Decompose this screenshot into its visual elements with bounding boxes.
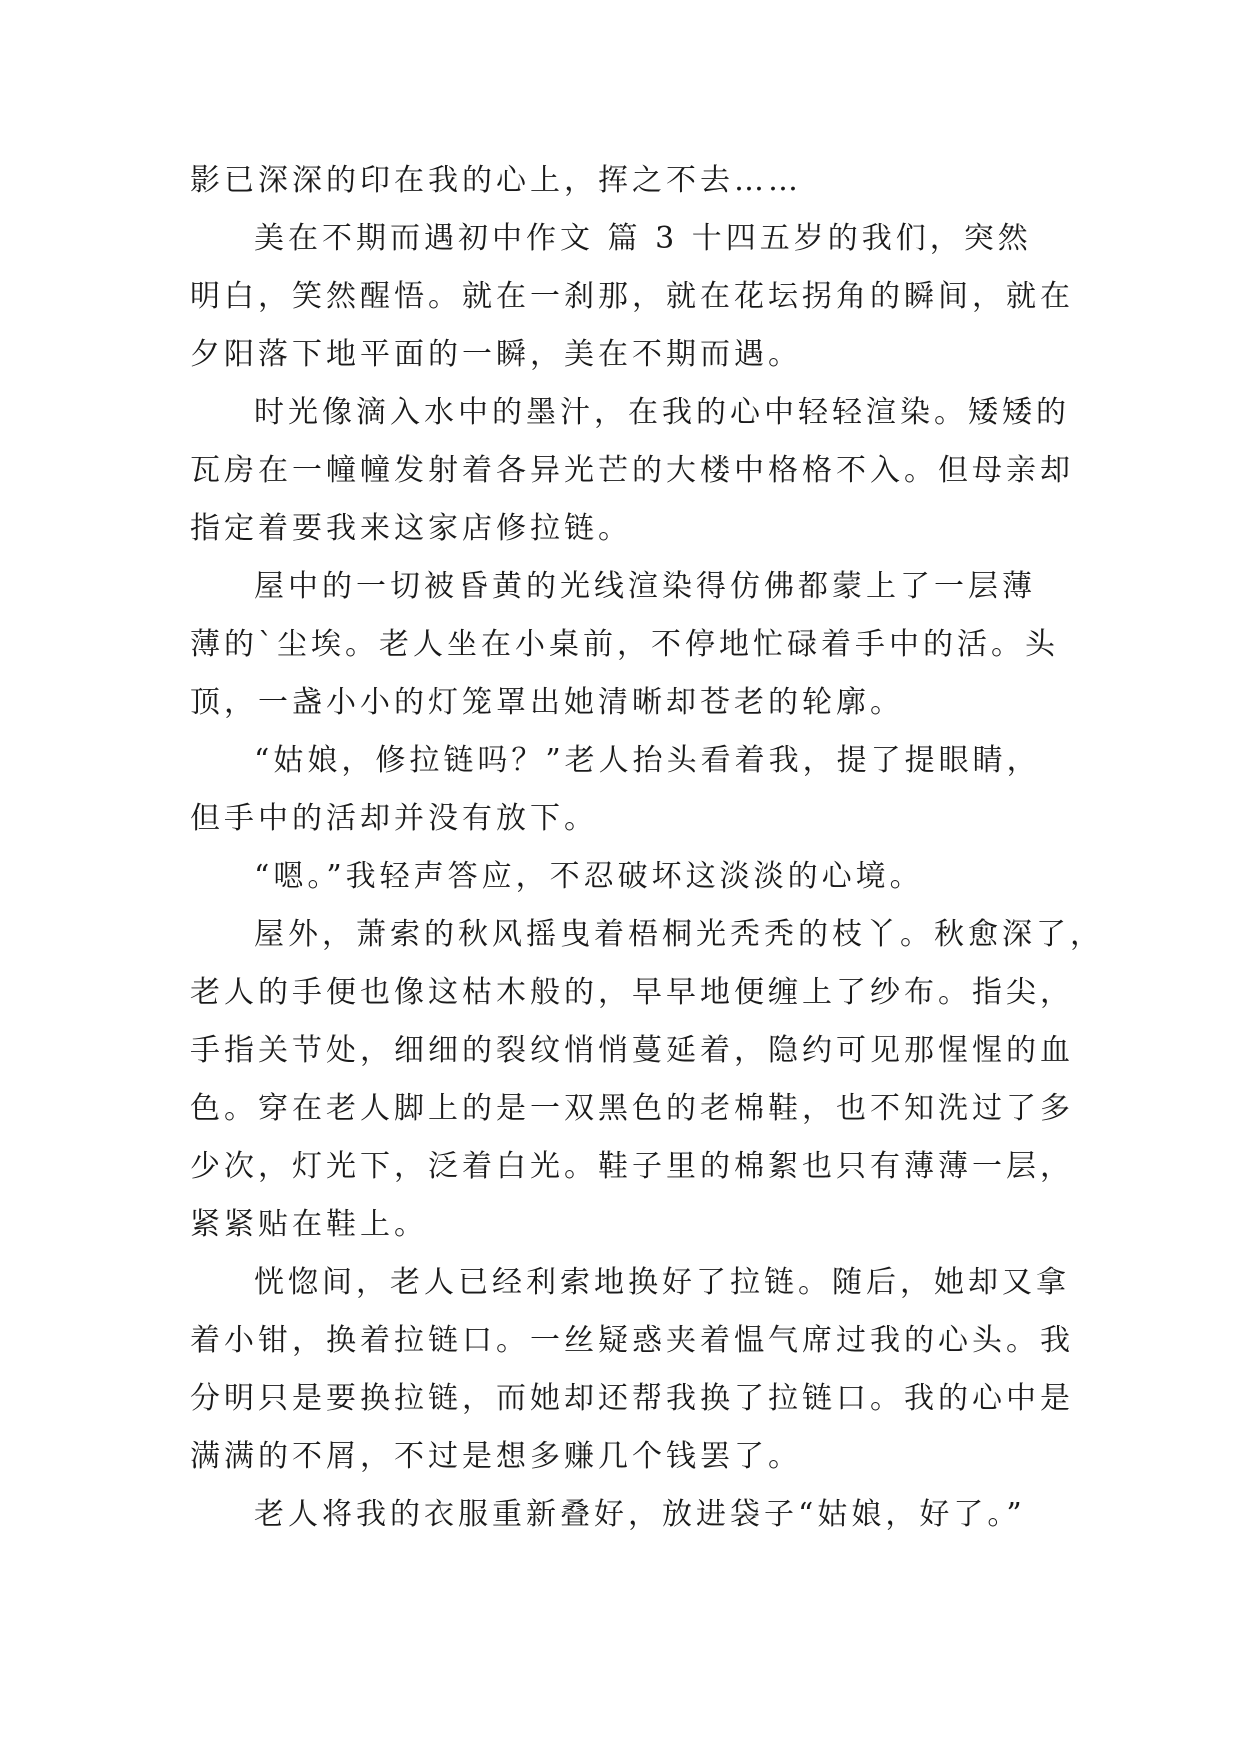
text-line: 瓦房在一幢幢发射着各异光芒的大楼中格格不入。但母亲却 [190, 453, 1074, 488]
text-line: 顶，一盏小小的灯笼罩出她清晰却苍老的轮廓。 [190, 685, 904, 720]
text-line: 时光像滴入水中的墨汁，在我的心中轻轻渲染。矮矮的 [254, 395, 1070, 430]
text-line: 紧紧贴在鞋上。 [190, 1207, 428, 1242]
text-line: 满满的不屑，不过是想多赚几个钱罢了。 [190, 1439, 802, 1474]
text-line: 影已深深的印在我的心上，挥之不去…… [190, 163, 802, 198]
text-line: 少次，灯光下，泛着白光。鞋子里的棉絮也只有薄薄一层， [190, 1149, 1074, 1184]
text-line: 恍惚间，老人已经利索地换好了拉链。随后，她却又拿 [254, 1265, 1070, 1300]
text-line: 老人的手便也像这枯木般的，早早地便缠上了纱布。指尖， [190, 975, 1074, 1010]
text-line: 色。穿在老人脚上的是一双黑色的老棉鞋，也不知洗过了多 [190, 1091, 1074, 1126]
text-line: 但手中的活却并没有放下。 [190, 801, 598, 836]
text-line: 屋中的一切被昏黄的光线渲染得仿佛都蒙上了一层薄 [254, 569, 1036, 604]
text-line: 手指关节处，细细的裂纹悄悄蔓延着，隐约可见那惺惺的血 [190, 1033, 1074, 1068]
text-line: 着小钳，换着拉链口。一丝疑惑夹着愠气席过我的心头。我 [190, 1323, 1074, 1358]
text-line: 屋外，萧索的秋风摇曳着梧桐光秃秃的枝丫。秋愈深了， [254, 917, 1104, 952]
text-line: 美在不期而遇初中作文 篇 3 十四五岁的我们，突然 [254, 221, 1032, 256]
text-line: “姑娘，修拉链吗？”老人抬头看着我，提了提眼睛， [254, 743, 1041, 778]
text-line: 明白，笑然醒悟。就在一刹那，就在花坛拐角的瞬间，就在 [190, 279, 1074, 314]
text-line: 分明只是要换拉链，而她却还帮我换了拉链口。我的心中是 [190, 1381, 1074, 1416]
essay-body [190, 152, 1104, 1544]
text-line: 老人将我的衣服重新叠好，放进袋子“姑娘，好了。” [254, 1497, 1026, 1532]
text-line: “嗯。”我轻声答应，不忍破坏这淡淡的心境。 [254, 859, 924, 894]
text-line: 指定着要我来这家店修拉链。 [190, 511, 632, 546]
text-line: 薄的`尘埃。老人坐在小桌前，不停地忙碌着手中的活。头 [190, 627, 1059, 662]
text-line: 夕阳落下地平面的一瞬，美在不期而遇。 [190, 337, 802, 372]
